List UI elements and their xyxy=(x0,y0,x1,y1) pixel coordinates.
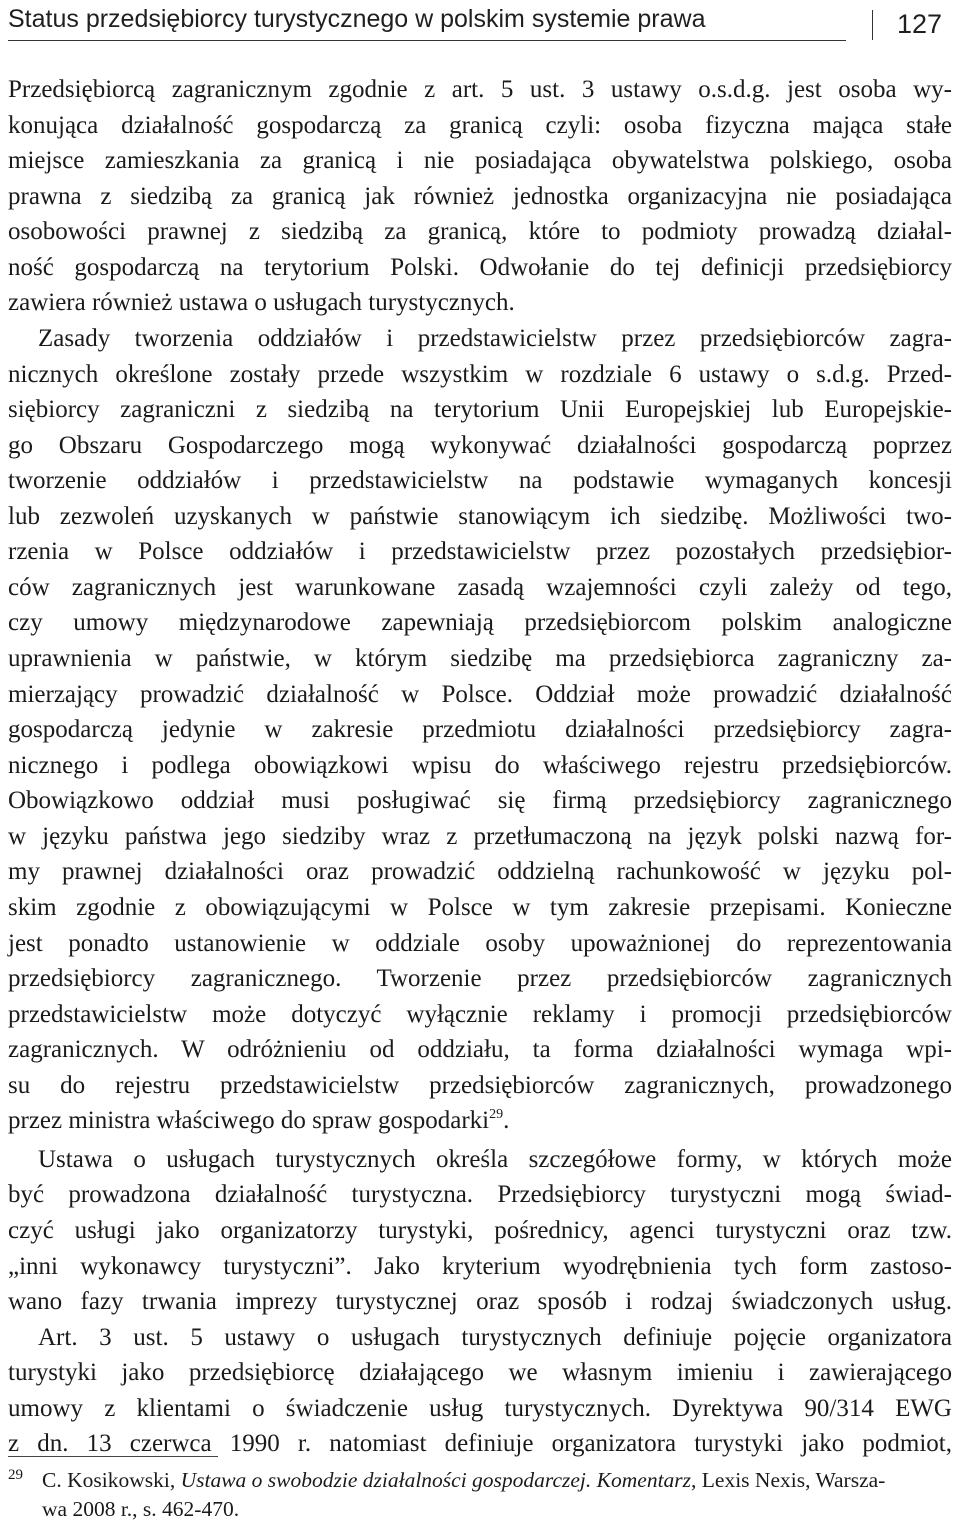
header-rule xyxy=(8,40,846,41)
body-text xyxy=(8,72,952,1462)
text-line: „inni wykonawcy turystyczni”. Jako kryterium wyodrębnienia tych form zastoso- xyxy=(8,1252,952,1280)
footnotes xyxy=(8,1466,952,1524)
text-line: z dn. 13 czerwca 1990 r. natomiast definiuje organizatora turystyki jako podmiot, xyxy=(8,1430,952,1458)
text-line: mierzający prowadzić działalność w Polsce. Oddział może prowadzić działalność xyxy=(8,680,952,708)
text-line: go Obszaru Gospodarczego mogą wykonywać działalności gospodarczą poprzez xyxy=(8,431,952,459)
text-line: konująca działalność gospodarczą za granicą czyli: osoba fizyczna mająca stałe xyxy=(8,111,952,139)
text-line: przedsiębiorcy zagranicznego. Tworzenie przez przedsiębiorców zagranicznych xyxy=(8,965,952,993)
text-line: skim zgodnie z obowiązującymi w Polsce w tym zakresie przepisami. Konieczne xyxy=(8,893,952,921)
text-line: wano fazy trwania imprezy turystycznej oraz sposób i rodzaj świadczonych usług. xyxy=(8,1288,952,1316)
text-line: czy umowy międzynarodowe zapewniają przedsiębiorcom polskim analogiczne xyxy=(8,609,952,637)
text-line: zagranicznych. W odróżnieniu od oddziału, ta forma działalności wymaga wpi- xyxy=(8,1036,952,1064)
text-line: przedstawicielstw może dotyczyć wyłącznie reklamy i promocji przedsiębiorców xyxy=(8,1000,952,1028)
text-line: nicznych określone zostały przede wszystkim w rozdziale 6 ustawy o s.d.g. Przed- xyxy=(8,360,952,388)
footnote xyxy=(8,1466,952,1524)
running-header xyxy=(8,2,952,46)
running-title: Status przedsiębiorcy turystycznego w polskim systemie prawa xyxy=(8,5,706,33)
text-line: jest ponadto ustanowienie w oddziale osoby upoważnionej do reprezentowania xyxy=(8,929,952,957)
text-line: uprawnienia w państwie, w którym siedzibę ma przedsiębiorca zagraniczny za- xyxy=(8,645,952,672)
footnote-title: Ustawa o swobodzie działalności gospodarczej. Komentarz xyxy=(180,1468,692,1492)
text-line: ców zagranicznych jest warunkowane zasadą wzajemności czyli zależy od tego, xyxy=(8,573,952,601)
text-line: umowy z klientami o świadczenie usług turystycznych. Dyrektywa 90/314 EWG xyxy=(8,1394,952,1422)
sentence-end: . xyxy=(503,1107,510,1135)
text-line: nicznego i podlega obowiązkowi wpisu do właściwego rejestru przedsiębiorców. xyxy=(8,751,952,779)
footnote-rule xyxy=(8,1456,218,1457)
text-line: zawiera również ustawa o usługach turystycznych. xyxy=(8,289,515,317)
text-line: siębiorcy zagraniczni z siedzibą na terytorium Unii Europejskiej lub Europejskie- xyxy=(8,396,952,424)
text-line-with-footnote xyxy=(8,1103,952,1139)
text-line: su do rejestru przedstawicielstw przedsiębiorców zagranicznych, prowadzonego xyxy=(8,1071,952,1099)
header-separator xyxy=(872,10,873,40)
footnote-publisher: , Lexis Nexis, Warsza- xyxy=(691,1468,886,1492)
text-line: ność gospodarczą na terytorium Polski. Odwołanie do tej definicji przedsiębiorcy xyxy=(8,253,952,281)
footnote-author: C. Kosikowski, xyxy=(42,1468,181,1492)
text-line: rzenia w Polsce oddziałów i przedstawicielstw przez pozostałych przedsiębior- xyxy=(8,538,952,566)
text-line: Obowiązkowo oddział musi posługiwać się firmą przedsiębiorcy zagranicznego xyxy=(8,787,952,815)
paragraph-first-line: Ustawa o usługach turystycznych określa szczegółowe formy, w których może xyxy=(38,1145,952,1173)
text-line: turystyki jako przedsiębiorcę działającego we własnym imieniu i zawierającego xyxy=(8,1359,952,1387)
footnote-reference[interactable]: 29 xyxy=(489,1107,504,1123)
page-number: 127 xyxy=(896,9,942,39)
text-line: Przedsiębiorcą zagranicznym zgodnie z art. 5 ust. 3 ustawy o.s.d.g. jest osoba wy- xyxy=(8,76,952,103)
footnote-line xyxy=(42,1466,952,1495)
text-line: gospodarczą jedynie w zakresie przedmiotu działalności przedsiębiorcy zagra- xyxy=(8,716,952,744)
text-line: czyć usługi jako organizatorzy turystyki, pośrednicy, agenci turystyczni oraz tzw. xyxy=(8,1217,952,1244)
text-line: przez ministra właściwego do spraw gospodarki xyxy=(8,1107,490,1135)
text-line: lub zezwoleń uzyskanych w państwie stanowiącym ich siedzibę. Możliwości two- xyxy=(8,502,952,530)
text-line: osobowości prawnej z siedzibą za granicą, które to podmioty prowadzą działal- xyxy=(8,218,952,246)
text-line: prawna z siedzibą za granicą jak również jednostka organizacyjna nie posiadająca xyxy=(8,182,952,210)
paragraph-first-line: Zasady tworzenia oddziałów i przedstawicielstw przez przedsiębiorców zagra- xyxy=(38,324,952,352)
footnote-line: wa 2008 r., s. 462-470. xyxy=(42,1497,240,1521)
text-line: miejsce zamieszkania za granicą i nie posiadająca obywatelstwa polskiego, osoba xyxy=(8,147,952,175)
text-line: być prowadzona działalność turystyczna. Przedsiębiorcy turystyczni mogą świad- xyxy=(8,1181,952,1209)
text-line: tworzenie oddziałów i przedstawicielstw na podstawie wymaganych koncesji xyxy=(8,467,952,495)
text-line: w języku państwa jego siedziby wraz z przetłumaczoną na język polski nazwą for- xyxy=(8,822,952,850)
text-line: my prawnej działalności oraz prowadzić oddzielną rachunkowość w języku pol- xyxy=(8,858,952,886)
paragraph-first-line: Art. 3 ust. 5 ustawy o usługach turystycznych definiuje pojęcie organizatora xyxy=(38,1323,952,1351)
footnote-number: 29 xyxy=(8,1467,23,1483)
